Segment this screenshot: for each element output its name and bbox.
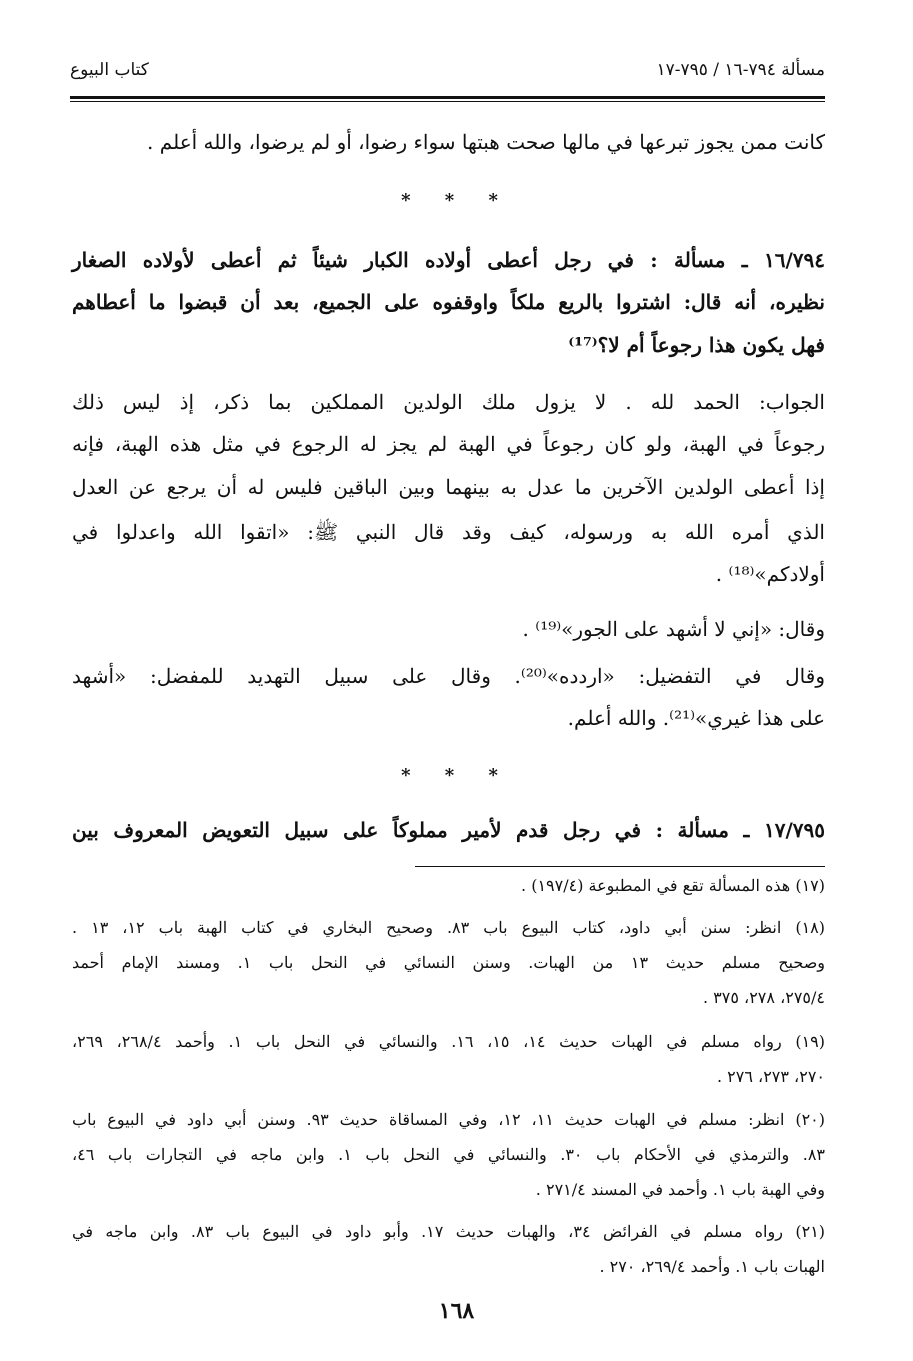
- answer-line-5: أولادكم»⁽¹⁸⁾ .: [715, 562, 825, 586]
- header-rule-thin: [70, 101, 825, 102]
- page-number: ١٦٨: [438, 1298, 475, 1324]
- answer-line-3: إذا أعطى الولدين الآخرين ما عدل به بينهما وبين الباقين فليس له أن يرجع عن العدل: [72, 475, 825, 499]
- question-794-line-2: نظيره، أنه قال: اشتروا بالريع ملكاً واوقفوه على الجميع، بعد أن قبضوا ما أعطاهم: [72, 290, 825, 314]
- answer-line-1: الجواب: الحمد لله . لا يزول ملك الولدين المملكين بما ذكر، إذ ليس ذلك: [72, 390, 825, 414]
- answer-line-2: رجوعاً في الهبة، ولو كان رجوعاً في الهبة لم يجز له الرجوع في مثل هذه الهبة، فإنه: [72, 432, 825, 456]
- footnote-18-line-1: (١٨) انظر: سنن أبي داود، كتاب البيوع باب ٨٣. وصحيح البخاري في كتاب الهبة باب ١٢، ١٣ .: [72, 918, 826, 937]
- footnote-rule: [415, 866, 825, 867]
- question-794-line-1: ١٦/٧٩٤ ـ مسألة : في رجل أعطى أولاده الكبار شيئاً ثم أعطى لأولاده الصغار: [72, 248, 825, 272]
- header-book-title: كتاب البيوع: [70, 60, 149, 80]
- answer-line-8: على هذا غيري»⁽²¹⁾. والله أعلم.: [567, 706, 825, 730]
- footnote-20-line-1: (٢٠) انظر: مسلم في الهبات حديث ١١، ١٢، وفي المساقاة حديث ٩٣. وسنن أبي داود في البيوع باب: [72, 1110, 826, 1129]
- answer-line-7: وقال في التفضيل: «اردده»⁽²⁰⁾. وقال على سبيل التهديد للمفضل: «أشهد: [72, 664, 825, 688]
- footnote-18-line-3: ٢٧٥/٤، ٢٧٨، ٣٧٥ .: [703, 988, 825, 1007]
- footnote-17: (١٧) هذه المسألة تقع في المطبوعة (١٩٧/٤) .: [521, 876, 825, 895]
- running-header: [70, 60, 825, 90]
- section-separator: * * *: [401, 190, 512, 211]
- intro-line: كانت ممن يجوز تبرعها في مالها صحت هبتها سواء رضوا، أو لم يرضوا، والله أعلم .: [147, 130, 825, 154]
- answer-line-6: وقال: «إني لا أشهد على الجور»⁽¹⁹⁾ .: [522, 617, 825, 641]
- footnote-19-line-1: (١٩) رواه مسلم في الهبات حديث ١٤، ١٥، ١٦. والنسائي في النحل باب ١. وأحمد ٢٦٨/٤، ٢٦٩،: [72, 1032, 826, 1051]
- section-separator-2: * * *: [401, 765, 512, 786]
- footnote-19-line-2: ٢٧٠، ٢٧٣، ٢٧٦ .: [716, 1067, 825, 1086]
- footnote-20-line-3: وفي الهبة باب ١. وأحمد في المسند ٢٧١/٤ .: [535, 1180, 825, 1199]
- header-section-reference: مسألة ٧٩٤-١٦ / ٧٩٥-١٧: [656, 60, 825, 80]
- footnote-18-line-2: وصحيح مسلم حديث ١٣ من الهبات. وسنن النسائي في النحل باب ١. ومسند الإمام أحمد: [72, 953, 826, 972]
- footnote-21-line-1: (٢١) رواه مسلم في الفرائض ٣٤، والهبات حديث ١٧. وأبو داود في البيوع باب ٨٣. وابن ماجه في: [72, 1222, 826, 1241]
- header-rule-thick: [70, 96, 825, 99]
- question-795-line-1: ١٧/٧٩٥ ـ مسألة : في رجل قدم لأمير مملوكاً على سبيل التعويض المعروف بين: [72, 818, 825, 842]
- question-794-line-3: فهل يكون هذا رجوعاً أم لا؟⁽¹⁷⁾: [568, 333, 825, 357]
- answer-line-4: الذي أمره الله به ورسوله، كيف وقد قال النبي ﷺ: «اتقوا الله واعدلوا في: [72, 520, 825, 544]
- footnote-21-line-2: الهبات باب ١. وأحمد ٢٦٩/٤، ٢٧٠ .: [599, 1257, 825, 1276]
- footnote-20-line-2: ٨٣. والترمذي في الأحكام باب ٣٠. والنسائي في النحل باب ١. وابن ماجه في التجارات باب ٤٦،: [72, 1145, 826, 1164]
